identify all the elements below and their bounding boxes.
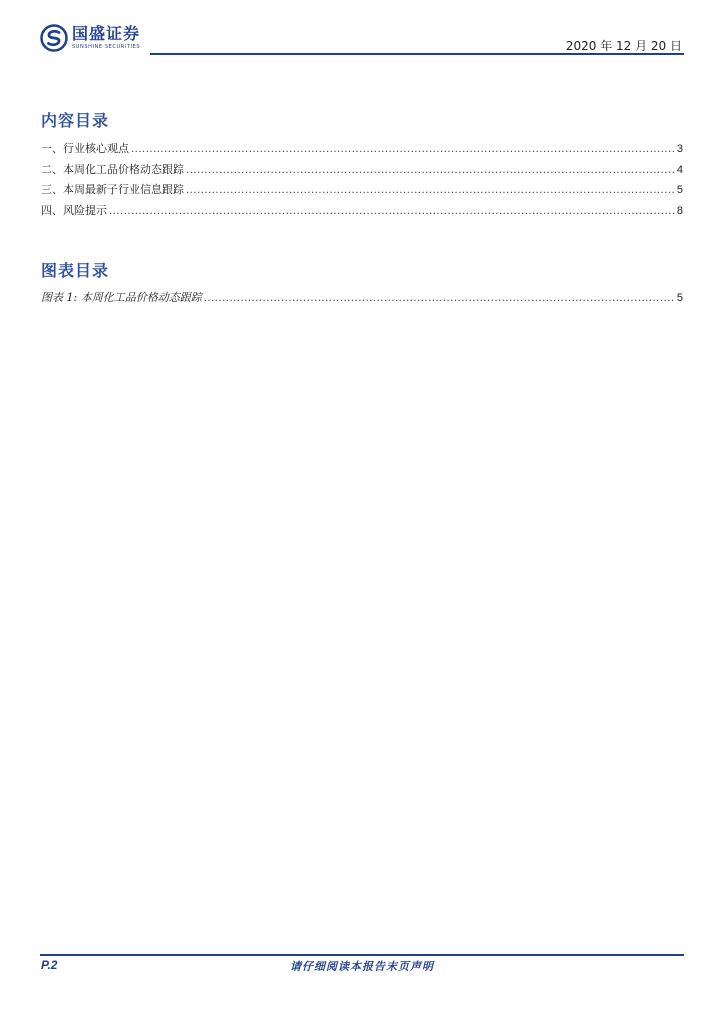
contents-title: 内容目录 [41,111,110,130]
toc-leader-dots [186,185,675,196]
figure-entry-page: 5 [676,292,683,304]
toc-entry-label: 一、行业核心观点 [41,142,129,155]
toc-entry-label: 三、本周最新子行业信息跟踪 [41,183,184,196]
disclaimer-note: 请仔细阅读本报告末页声明 [290,960,434,973]
contents-list [41,140,683,222]
toc-leader-dots [204,293,675,304]
brand-name-en: SUNSHINE SECURITIES [72,44,141,50]
toc-entry[interactable] [41,202,683,223]
header-divider [150,53,684,55]
toc-entry[interactable] [41,140,683,161]
toc-entry-label: 四、风险提示 [41,203,107,217]
toc-entry-page: 4 [676,163,683,176]
brand-name-cn: 国盛证券 [72,24,141,43]
toc-leader-dots [186,165,675,176]
toc-entry-page: 3 [676,143,683,155]
figure-entry-label: 图表 1: 本周化工品价格动态跟踪 [41,291,202,304]
company-logo [40,22,140,54]
figures-list [41,289,683,310]
toc-leader-dots [109,206,675,217]
toc-entry-page: 5 [676,184,683,196]
page-number: P.2 [41,958,58,972]
toc-entry-label: 二、本周化工品价格动态跟踪 [41,162,184,176]
page-header [40,20,684,56]
footer-divider [40,954,684,956]
toc-entry[interactable] [41,181,683,202]
report-date: 2020 年 12 月 20 日 [565,39,682,53]
toc-leader-dots [131,144,675,155]
figure-entry[interactable] [41,289,683,310]
toc-entry[interactable] [41,161,683,182]
figures-title: 图表目录 [41,261,110,280]
sunshine-securities-logo-icon [40,24,68,52]
toc-entry-page: 8 [676,204,683,217]
